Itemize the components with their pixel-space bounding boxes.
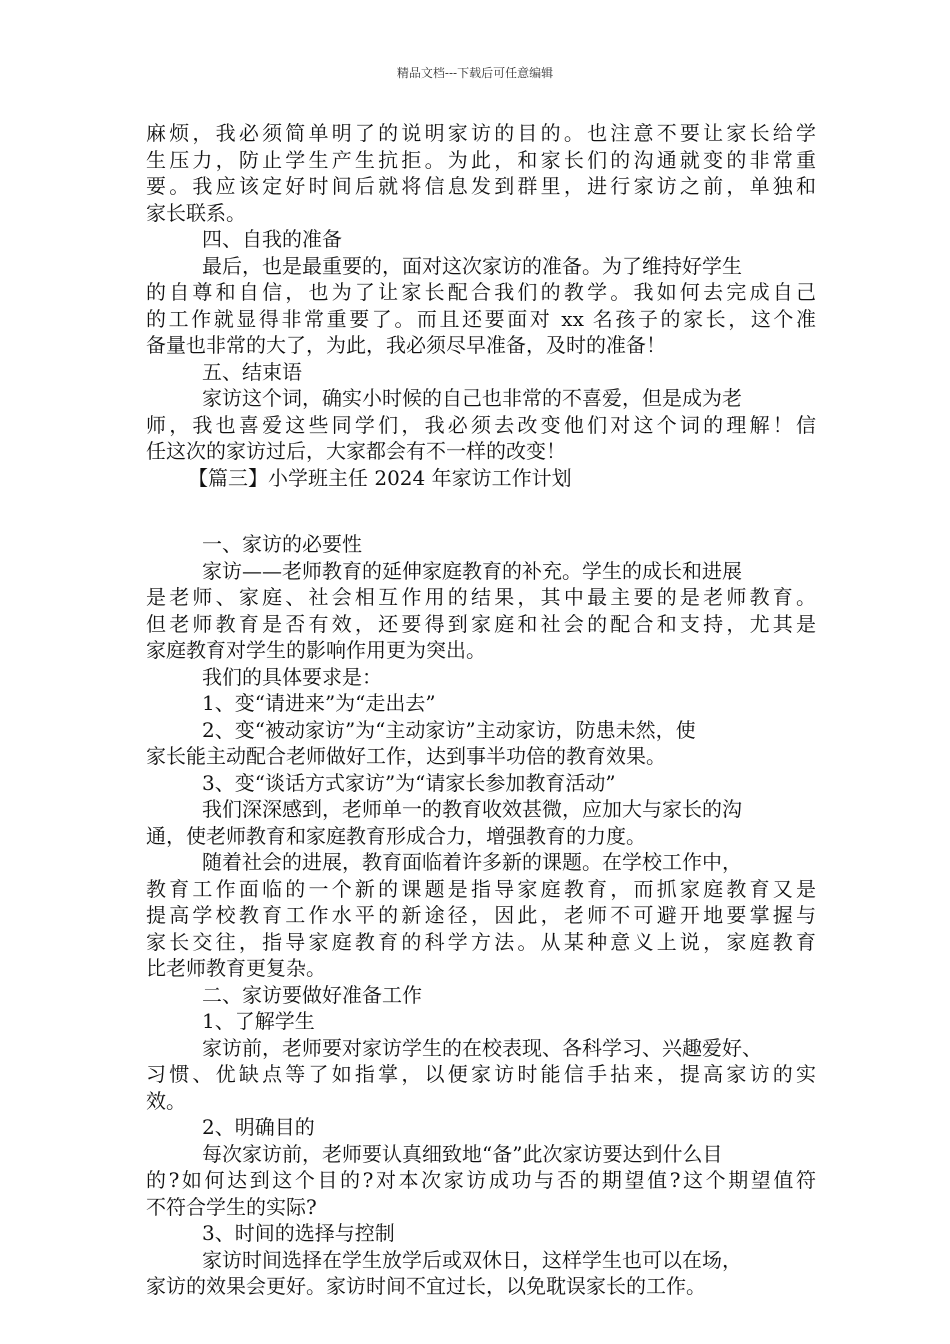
text-line: 我们深深感到，老师单一的教育收效甚微，应加大与家长的沟 bbox=[202, 797, 742, 821]
text-line: 家长能主动配合老师做好工作，达到事半功倍的教育效果。 bbox=[146, 744, 666, 768]
text-line: 是老师、家庭、社会相互作用的结果，其中最主要的是老师教育。 bbox=[146, 585, 816, 609]
text-line: 要。我应该定好时间后就将信息发到群里，进行家访之前，单独和 bbox=[146, 174, 816, 198]
text-line: 但老师教育是否有效，还要得到家庭和社会的配合和支持，尤其是 bbox=[146, 611, 816, 636]
text-line: 家庭教育对学生的影响作用更为突出。 bbox=[146, 638, 486, 662]
text-line: 家访时间选择在学生放学后或双休日，这样学生也可以在场， bbox=[202, 1247, 742, 1272]
text-line: 任这次的家访过后，大家都会有不一样的改变！ bbox=[146, 439, 566, 463]
text-line: 的工作就显得非常重要了。而且还要面对 xx 名孩子的家长，这个准 bbox=[146, 306, 816, 331]
section-heading: 五、结束语 bbox=[202, 359, 302, 384]
text-line: 生压力，防止学生产生抗拒。为此，和家长们的沟通就变的非常重 bbox=[146, 147, 816, 172]
subsection-heading: 2、明确目的 bbox=[202, 1115, 315, 1139]
list-item: 1、变“请进来”为“走出去” bbox=[202, 691, 436, 715]
page-header: 精品文档---下载后可任意编辑 bbox=[396, 66, 554, 80]
text-line: 的自尊和自信，也为了让家长配合我们的教学。我如何去完成自己 bbox=[146, 280, 816, 304]
text-line: 家长交往，指导家庭教育的科学方法。从某种意义上说，家庭教育 bbox=[146, 929, 816, 954]
text-line: 提高学校教育工作水平的新途径，因此，老师不可避开地要掌握与 bbox=[146, 903, 816, 927]
document-body bbox=[146, 120, 816, 1300]
text-line: 家访——老师教育的延伸家庭教育的补充。学生的成长和进展 bbox=[202, 558, 742, 583]
text-line: 教育工作面临的一个新的课题是指导家庭教育，而抓家庭教育又是 bbox=[146, 876, 816, 901]
text-line: 师，我也喜爱这些同学们，我必须去改变他们对这个词的理解！信 bbox=[146, 412, 816, 437]
section-heading: 二、家访要做好准备工作 bbox=[202, 982, 422, 1007]
subsection-heading: 1、了解学生 bbox=[202, 1009, 315, 1033]
subsection-heading: 3、时间的选择与控制 bbox=[202, 1221, 395, 1245]
text-line: 我们的具体要求是： bbox=[202, 664, 382, 689]
text-line: 备量也非常的大了，为此，我必须尽早准备，及时的准备！ bbox=[146, 333, 666, 357]
text-line: 最后，也是最重要的，面对这次家访的准备。为了维持好学生 bbox=[202, 253, 742, 278]
text-line: 家长联系。 bbox=[146, 200, 246, 225]
blank-line bbox=[146, 491, 816, 531]
part-title: 【篇三】小学班主任 2024 年家访工作计划 bbox=[188, 465, 572, 490]
text-line: 家访的效果会更好。家访时间不宜过长，以免耽误家长的工作。 bbox=[146, 1274, 706, 1298]
text-line: 习惯、优缺点等了如指掌，以便家访时能信手拈来，提高家访的实 bbox=[146, 1062, 816, 1086]
text-line: 麻烦，我必须简单明了的说明家访的目的。也注意不要让家长给学 bbox=[146, 121, 816, 145]
list-item: 3、变“谈话方式家访”为“请家长参加教育活动” bbox=[202, 770, 616, 795]
text-line: 随着社会的进展，教育面临着许多新的课题。在学校工作中， bbox=[202, 850, 742, 874]
text-line: 不符合学生的实际? bbox=[146, 1194, 317, 1219]
text-line: 家访前，老师要对家访学生的在校表现、各科学习、兴趣爱好、 bbox=[202, 1035, 762, 1060]
text-line: 每次家访前，老师要认真细致地“备”此次家访要达到什么目 bbox=[202, 1141, 723, 1166]
text-line: 比老师教育更复杂。 bbox=[146, 956, 326, 980]
section-heading: 四、自我的准备 bbox=[202, 227, 342, 251]
text-line: 通，使老师教育和家庭教育形成合力，增强教育的力度。 bbox=[146, 823, 646, 848]
list-item: 2、变“被动家访”为“主动家访”主动家访，防患未然，使 bbox=[202, 717, 696, 742]
section-heading: 一、家访的必要性 bbox=[202, 532, 362, 556]
text-line: 的?如何达到这个目的?对本次家访成功与否的期望值?这个期望值符 bbox=[146, 1168, 816, 1192]
text-line: 家访这个词，确实小时候的自己也非常的不喜爱，但是成为老 bbox=[202, 386, 742, 410]
text-line: 效。 bbox=[146, 1088, 186, 1113]
